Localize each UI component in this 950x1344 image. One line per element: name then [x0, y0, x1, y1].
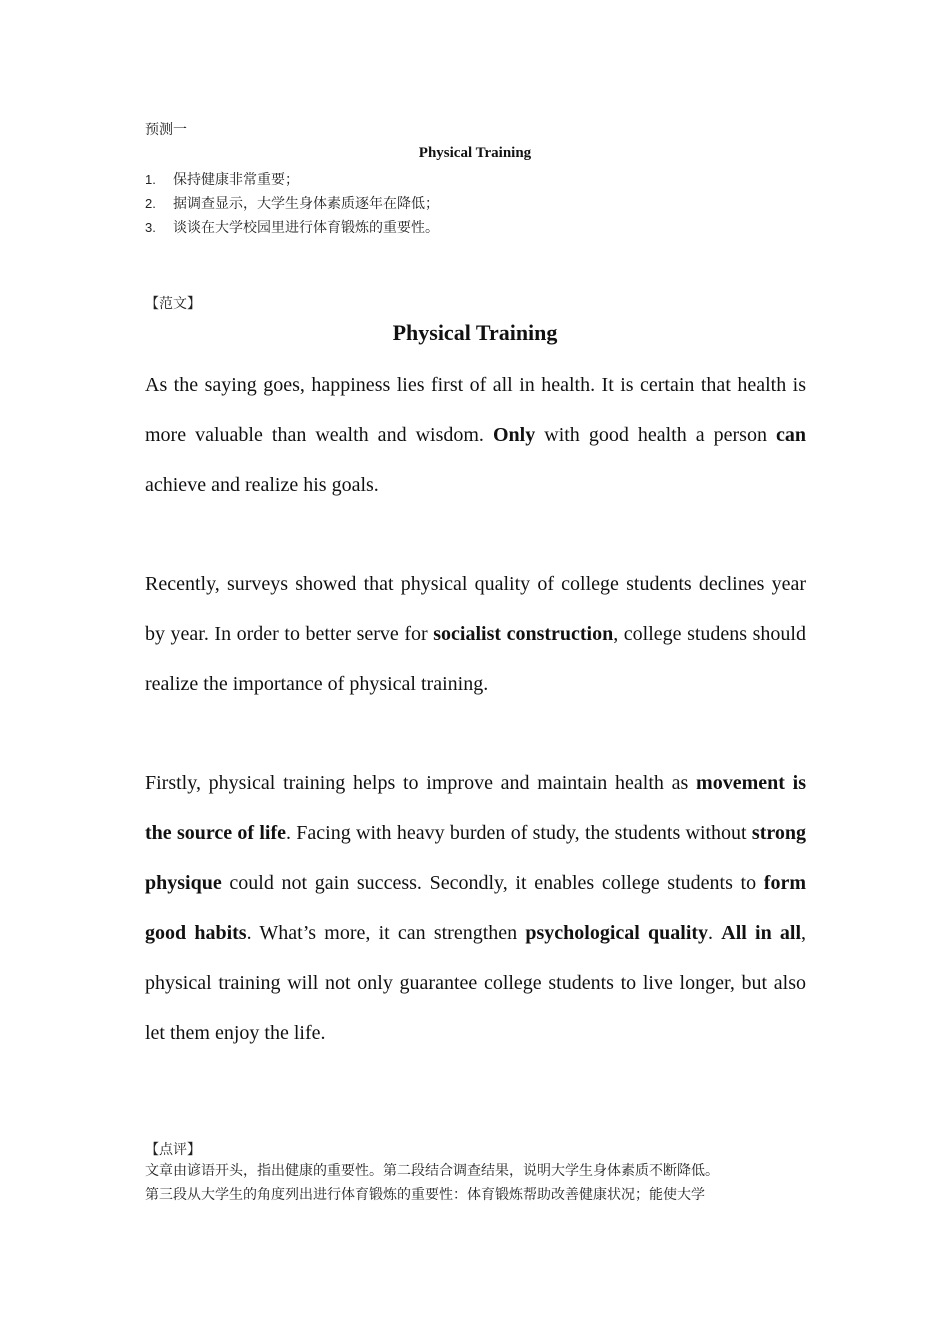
paragraph-text: Firstly, physical training helps to improve and maintain health as [145, 772, 697, 794]
bold-phrase: Only [492, 423, 536, 446]
review-line: 文章由谚语开头，指出健康的重要性。第二段结合调查结果，说明大学生身体素质不断降低。 [145, 1163, 719, 1179]
requirement-number: 1. [145, 172, 156, 187]
essay-paragraph-3 [145, 759, 806, 1058]
requirement-number: 2. [145, 196, 156, 211]
bold-phrase: strong physique [145, 821, 806, 894]
bold-phrase: psychological quality [525, 921, 709, 944]
requirement-item [145, 217, 439, 237]
review-text [145, 1159, 807, 1207]
paragraph-text: . What’s more, it can strengthen [246, 921, 526, 944]
prediction-label: 预测一 [145, 122, 187, 138]
essay-title: Physical Training [392, 320, 558, 345]
bold-phrase: All in all [721, 921, 802, 944]
requirement-item [145, 169, 299, 189]
requirement-item [145, 193, 439, 213]
paragraph-text: achieve and realize his goals. [145, 473, 379, 496]
bold-phrase: can [776, 423, 806, 446]
requirement-text: 谈谈在大学校园里进行体育锻炼的重要性。 [173, 220, 439, 236]
review-label: 【点评】 [145, 1142, 201, 1158]
paragraph-text: Recently, surveys showed that physical quality of college students declines year by year. In order to better serve for [145, 573, 806, 645]
paragraph-text: , college studens should realize the importance of physical training. [145, 622, 806, 695]
paragraph-text: could not gain success. Secondly, it enables college students to [221, 871, 764, 894]
requirement-text: 保持健康非常重要； [173, 172, 299, 188]
bold-phrase: socialist construction [433, 622, 614, 645]
topic-title: Physical Training [418, 145, 532, 161]
bold-phrase: movement is the source of life [145, 772, 806, 844]
requirement-number: 3. [145, 220, 156, 235]
paragraph-text: . [708, 921, 722, 944]
essay-paragraph-2 [145, 560, 806, 710]
review-line: 第三段从大学生的角度列出进行体育锻炼的重要性：体育锻炼帮助改善健康状况；能使大学 [145, 1187, 705, 1203]
paragraph-text: As the saying goes, happiness lies first of all in health. It is certain that health is more valuable than wealth and wisdom. [145, 374, 806, 446]
bold-phrase: form good habits [145, 871, 806, 944]
sample-essay-label: 【范文】 [145, 296, 201, 312]
requirement-text: 据调查显示，大学生身体素质逐年在降低； [173, 196, 439, 212]
essay-paragraph-1 [145, 361, 806, 511]
paragraph-text: . Facing with heavy burden of study, the students without [286, 821, 752, 844]
paragraph-text: with good health a person [535, 423, 776, 446]
paragraph-text: , physical training will not only guarantee college students to live longer, but also let them enjoy the life. [145, 921, 807, 1044]
